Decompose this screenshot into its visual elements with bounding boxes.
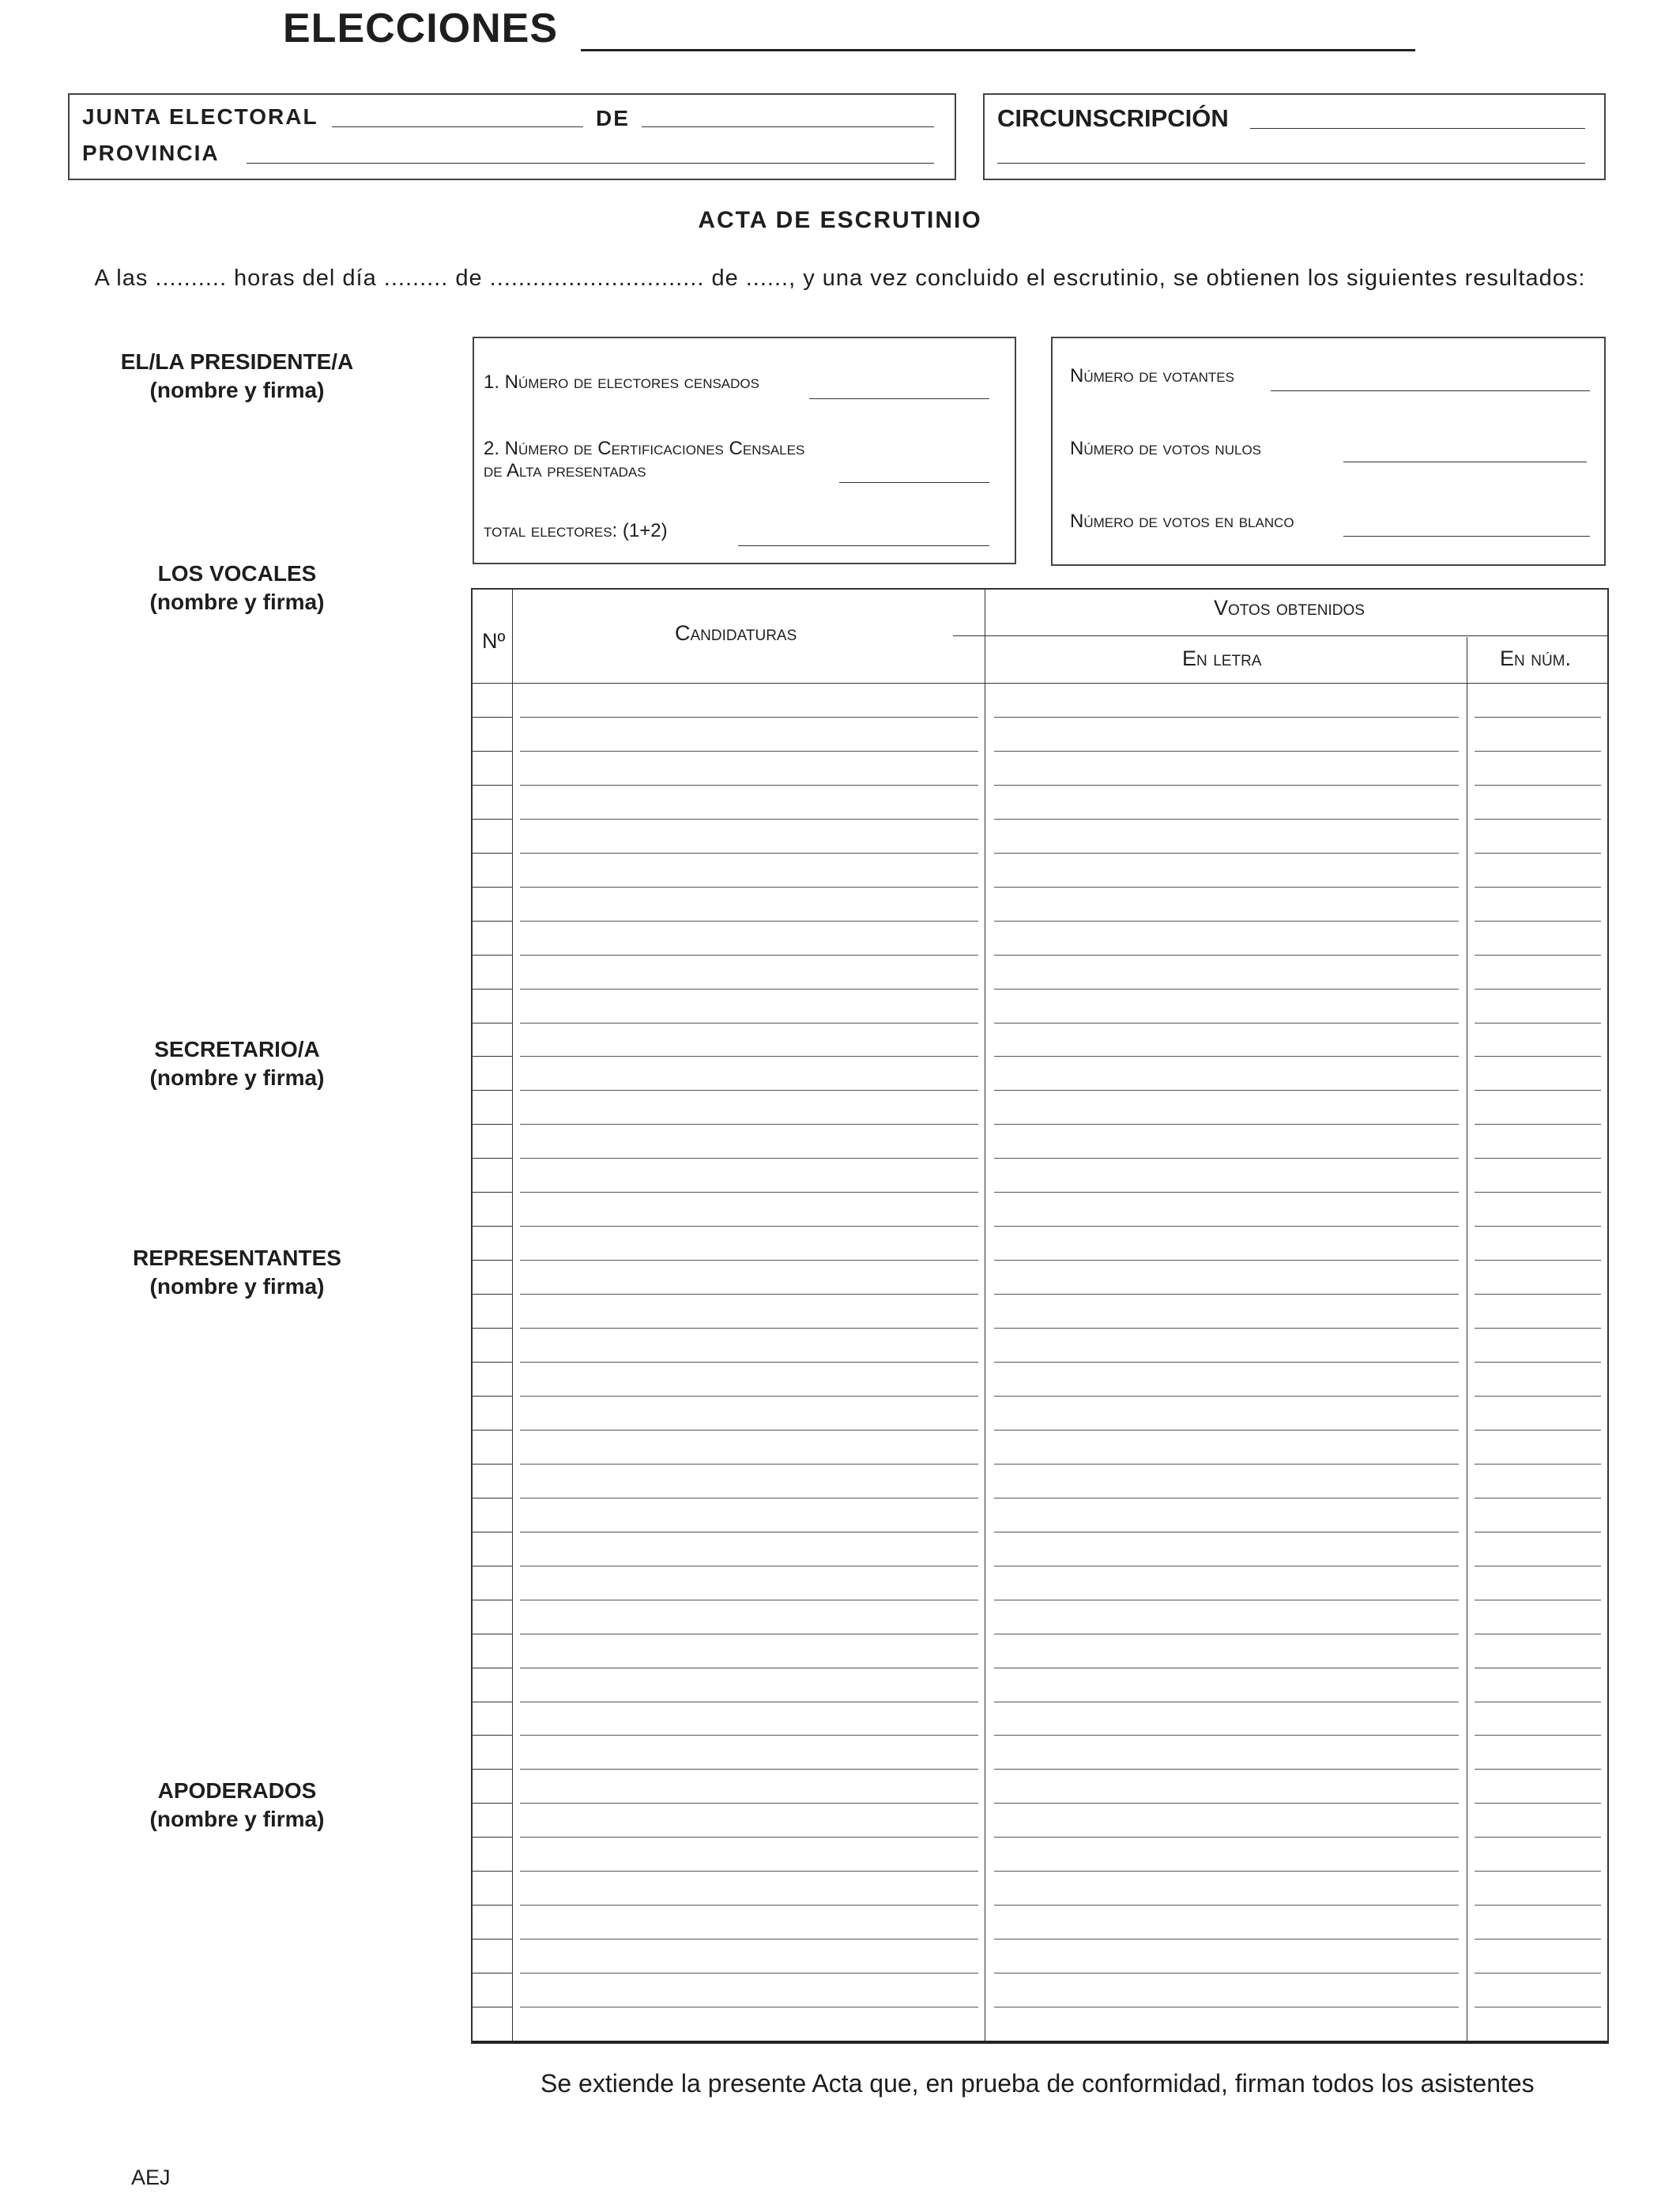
col-header-no: Nº <box>482 629 506 653</box>
votos-letra-field[interactable] <box>994 1260 1459 1261</box>
votos-letra-field[interactable] <box>994 717 1459 718</box>
de-label: DE <box>596 106 630 130</box>
provincia-field[interactable] <box>247 163 934 164</box>
table-row-divider <box>473 921 512 922</box>
elections-name-field[interactable] <box>581 49 1415 51</box>
votos-letra-field[interactable] <box>994 921 1459 922</box>
results-table <box>471 588 1609 2044</box>
candidatura-field[interactable] <box>520 853 978 854</box>
candidatura-field[interactable] <box>520 955 978 956</box>
table-row-divider <box>473 1735 512 1736</box>
votantes-label: Número de votantes <box>1070 365 1234 386</box>
candidatura-field[interactable] <box>520 1124 978 1125</box>
votos-letra-field[interactable] <box>994 1905 1459 1906</box>
total-electores-label: total electores: (1+2) <box>484 520 668 541</box>
candidatura-field[interactable] <box>520 1192 978 1193</box>
candidatura-field[interactable] <box>520 1871 978 1872</box>
votantes-field[interactable] <box>1271 390 1590 391</box>
votes-box <box>1051 337 1606 566</box>
circunscripcion-box <box>983 93 1606 180</box>
role-title: REPRESENTANTES <box>133 1246 341 1270</box>
candidatura-field[interactable] <box>520 1735 978 1736</box>
table-row-divider <box>473 1294 512 1295</box>
electores-censados-field[interactable] <box>809 398 989 399</box>
votos-num-field[interactable] <box>1475 751 1601 752</box>
votos-letra-field[interactable] <box>994 1430 1459 1431</box>
role-note: (nombre y firma) <box>149 378 325 402</box>
candidatura-field[interactable] <box>520 785 978 786</box>
votos-letra-field[interactable] <box>994 1192 1459 1193</box>
table-row-divider <box>473 1260 512 1261</box>
header-divider <box>953 635 1607 636</box>
votos-num-field[interactable] <box>1475 1837 1601 1838</box>
votos-num-field[interactable] <box>1475 1090 1601 1091</box>
header-bottom-line <box>473 683 1607 684</box>
total-electores-field[interactable] <box>738 545 989 546</box>
votos-letra-field[interactable] <box>994 1396 1459 1397</box>
votos-num-field[interactable] <box>1475 1939 1601 1940</box>
candidatura-field[interactable] <box>520 751 978 752</box>
certificaciones-label-1: 2. Número de Certificaciones Censales <box>484 438 805 459</box>
votos-blanco-label: Número de votos en blanco <box>1070 511 1294 532</box>
candidatura-field[interactable] <box>520 1837 978 1838</box>
role-presidente <box>79 348 395 405</box>
votos-num-field[interactable] <box>1475 1769 1601 1770</box>
table-row-divider <box>473 1871 512 1872</box>
candidatura-field[interactable] <box>520 1260 978 1261</box>
table-row-divider <box>473 1328 512 1329</box>
col-header-en-letra: En letra <box>1182 647 1262 670</box>
candidatura-field[interactable] <box>520 1939 978 1940</box>
table-row-divider <box>473 1124 512 1125</box>
role-note: (nombre y firma) <box>149 590 325 614</box>
candidatura-field[interactable] <box>520 1803 978 1804</box>
votos-num-field[interactable] <box>1475 785 1601 786</box>
votos-num-field[interactable] <box>1475 1158 1601 1159</box>
votos-num-field[interactable] <box>1475 1328 1601 1329</box>
candidatura-field[interactable] <box>520 1430 978 1431</box>
votos-letra-field[interactable] <box>994 1464 1459 1465</box>
candidatura-field[interactable] <box>520 1396 978 1397</box>
candidatura-field[interactable] <box>520 1769 978 1770</box>
table-row-divider <box>473 1430 512 1431</box>
votos-letra-field[interactable] <box>994 1158 1459 1159</box>
table-row-divider <box>473 1837 512 1838</box>
junta-label: JUNTA ELECTORAL <box>82 104 318 129</box>
votos-blanco-field[interactable] <box>1343 536 1590 537</box>
table-row-divider <box>473 1362 512 1363</box>
votos-letra-field[interactable] <box>994 1294 1459 1295</box>
votos-num-field[interactable] <box>1475 717 1601 718</box>
role-title: EL/LA PRESIDENTE/A <box>120 349 354 374</box>
table-bottom-line <box>473 2041 1607 2043</box>
candidatura-field[interactable] <box>520 1294 978 1295</box>
votos-num-field[interactable] <box>1475 1905 1601 1906</box>
votos-letra-field[interactable] <box>994 1837 1459 1838</box>
votos-letra-field[interactable] <box>994 853 1459 854</box>
intro-text: A las .......... horas del día ......... de .............................. de ......, y una vez concluido el escrutinio, se obtienen los siguientes resultados: <box>94 266 1586 291</box>
table-row-divider <box>473 1056 512 1057</box>
votos-num-field[interactable] <box>1475 1396 1601 1397</box>
circunscripcion-field-2[interactable] <box>997 163 1585 164</box>
table-row-divider <box>473 1158 512 1159</box>
junta-provincia-box <box>68 93 956 180</box>
votos-letra-field[interactable] <box>994 1769 1459 1770</box>
role-title: SECRETARIO/A <box>154 1037 320 1061</box>
de-field[interactable] <box>642 126 934 127</box>
table-row-divider <box>473 955 512 956</box>
role-note: (nombre y firma) <box>149 1807 325 1831</box>
role-title: LOS VOCALES <box>157 561 317 586</box>
acta-title: ACTA DE ESCRUTINIO <box>698 207 982 233</box>
votos-num-field[interactable] <box>1475 853 1601 854</box>
table-row-divider <box>473 1803 512 1804</box>
candidatura-field[interactable] <box>520 1226 978 1227</box>
census-box <box>473 337 1016 564</box>
votos-num-field[interactable] <box>1475 1362 1601 1363</box>
votos-num-field[interactable] <box>1475 819 1601 820</box>
table-row-divider <box>473 1464 512 1465</box>
votos-num-field[interactable] <box>1475 1124 1601 1125</box>
candidatura-field[interactable] <box>520 1056 978 1057</box>
votos-num-field[interactable] <box>1475 955 1601 956</box>
votos-letra-field[interactable] <box>994 1328 1459 1329</box>
votos-letra-field[interactable] <box>994 785 1459 786</box>
table-row-divider <box>473 717 512 718</box>
candidatura-field[interactable] <box>520 819 978 820</box>
role-note: (nombre y firma) <box>149 1065 325 1090</box>
votos-num-field[interactable] <box>1475 1056 1601 1057</box>
candidatura-field[interactable] <box>520 1090 978 1091</box>
col-header-votos-obtenidos: Votos obtenidos <box>1214 596 1365 620</box>
table-row-divider <box>473 1090 512 1091</box>
votos-num-field[interactable] <box>1475 1430 1601 1431</box>
footer-text: Se extiende la presente Acta que, en prueba de conformidad, firman todos los asistentes <box>541 2069 1535 2098</box>
table-row-divider <box>473 1396 512 1397</box>
table-row-divider <box>473 1905 512 1906</box>
provincia-label: PROVINCIA <box>82 141 220 165</box>
role-apoderados <box>79 1777 395 1834</box>
votos-letra-field[interactable] <box>994 1362 1459 1363</box>
candidatura-field[interactable] <box>520 921 978 922</box>
votos-num-field[interactable] <box>1475 1464 1601 1465</box>
votos-letra-field[interactable] <box>994 1056 1459 1057</box>
table-row-divider <box>473 1226 512 1227</box>
junta-field[interactable] <box>332 126 583 127</box>
col-header-en-num: En núm. <box>1500 647 1572 670</box>
table-row-divider <box>473 989 512 990</box>
votos-letra-field[interactable] <box>994 989 1459 990</box>
votos-letra-field[interactable] <box>994 1226 1459 1227</box>
votos-num-field[interactable] <box>1475 989 1601 990</box>
table-row-divider <box>473 887 512 888</box>
table-row-divider <box>473 853 512 854</box>
candidatura-field[interactable] <box>520 1362 978 1363</box>
role-vocales <box>79 560 395 616</box>
votos-letra-field[interactable] <box>994 1090 1459 1091</box>
certificaciones-label-2: de Alta presentadas <box>484 460 646 481</box>
col-divider-no <box>512 590 513 2042</box>
votos-letra-field[interactable] <box>994 1124 1459 1125</box>
candidatura-field[interactable] <box>520 1905 978 1906</box>
certificaciones-field[interactable] <box>839 482 989 483</box>
elections-title: ELECCIONES <box>283 6 559 51</box>
votos-num-field[interactable] <box>1475 887 1601 888</box>
candidatura-field[interactable] <box>520 717 978 718</box>
votos-num-field[interactable] <box>1475 1226 1601 1227</box>
form-code: AEJ <box>131 2166 171 2189</box>
votos-num-field[interactable] <box>1475 1294 1601 1295</box>
votos-num-field[interactable] <box>1475 1871 1601 1872</box>
votos-letra-field[interactable] <box>994 1735 1459 1736</box>
votos-num-field[interactable] <box>1475 1803 1601 1804</box>
votos-letra-field[interactable] <box>994 887 1459 888</box>
col-header-candidaturas: Candidaturas <box>675 621 797 645</box>
votos-letra-field[interactable] <box>994 819 1459 820</box>
votos-num-field[interactable] <box>1475 921 1601 922</box>
votos-letra-field[interactable] <box>994 1803 1459 1804</box>
table-row-divider <box>473 1192 512 1193</box>
role-title: APODERADOS <box>157 1778 317 1803</box>
votos-num-field[interactable] <box>1475 1192 1601 1193</box>
circunscripcion-field-1[interactable] <box>1250 128 1585 129</box>
table-row-divider <box>473 785 512 786</box>
table-row-divider <box>473 1769 512 1770</box>
candidatura-field[interactable] <box>520 989 978 990</box>
votos-letra-field[interactable] <box>994 1871 1459 1872</box>
candidatura-field[interactable] <box>520 1158 978 1159</box>
electores-censados-label: 1. Número de electores censados <box>484 371 759 393</box>
candidatura-field[interactable] <box>520 1464 978 1465</box>
votos-letra-field[interactable] <box>994 1939 1459 1940</box>
votos-letra-field[interactable] <box>994 955 1459 956</box>
votos-letra-field[interactable] <box>994 751 1459 752</box>
candidatura-field[interactable] <box>520 1328 978 1329</box>
votos-num-field[interactable] <box>1475 1735 1601 1736</box>
votos-nulos-label: Número de votos nulos <box>1070 438 1261 459</box>
role-note: (nombre y firma) <box>149 1274 325 1299</box>
role-secretario <box>79 1035 395 1092</box>
table-row-divider <box>473 1939 512 1940</box>
role-representantes <box>79 1244 395 1301</box>
votos-num-field[interactable] <box>1475 1260 1601 1261</box>
circunscripcion-label: CIRCUNSCRIPCIÓN <box>997 104 1229 132</box>
table-row-divider <box>473 819 512 820</box>
table-row-divider <box>473 751 512 752</box>
candidatura-field[interactable] <box>520 887 978 888</box>
